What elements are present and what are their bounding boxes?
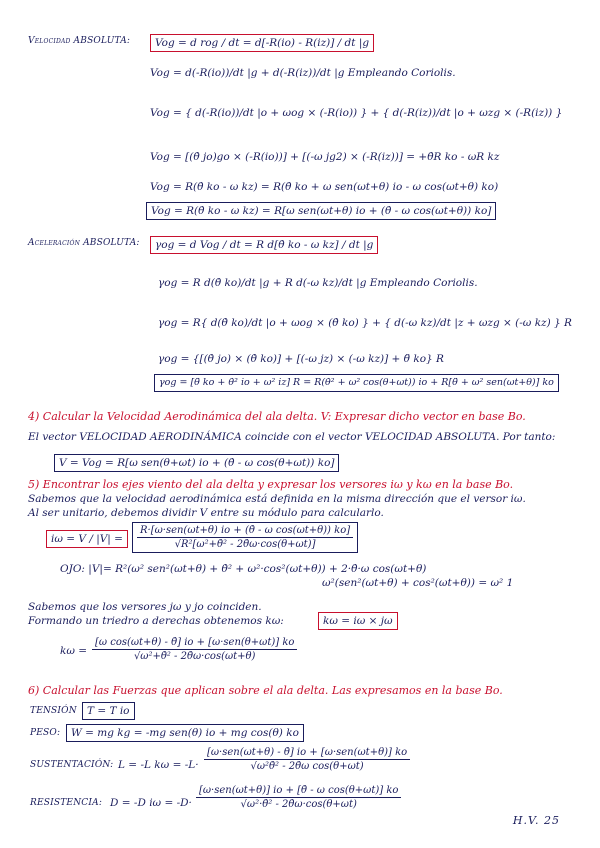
- velocidad-absoluta-label: Velocidad ABSOLUTA:: [28, 36, 131, 46]
- vog-result: Vog = [(θ̇ jo)go × (-R(io))] + [(-ω jg2) × (-R(iz))] = +θ̇R ko - ωR kz: [150, 151, 500, 163]
- section-4-text: El vector VELOCIDAD AERODINÁMICA coincide con el vector VELOCIDAD ABSOLUTA. Por tanto:: [28, 431, 556, 443]
- resistencia-lhs: D = -D iω = -D·: [110, 797, 192, 809]
- sustentacion-fraction: [204, 746, 410, 773]
- kw-triedro: kω = iω × jω: [318, 612, 398, 630]
- vog-boxed-result: Vog = R(θ̇ ko - ω kz) = R[ω sen(ωt+θ) io + (θ̇ - ω cos(ωt+θ)) ko]: [146, 202, 496, 220]
- vog-expansion: Vog = { d(-R(io))/dt |o + ωog × (-R(io)) } + { d(-R(iz))/dt |o + ωzg × (-R(iz)) }: [150, 107, 563, 119]
- vog-definition: Vog = d rog / dt = d[-R(io) - R(iz)] / dt |g: [150, 34, 374, 52]
- iw-numerator: R·[ω·sen(ωt+θ) io + (θ̇ - ω cos(ωt+θ)) ko]: [137, 524, 353, 538]
- section-5-text-1: Sabemos que la velocidad aerodinámica está definida en la misma dirección que el versor iω.: [28, 493, 526, 505]
- kw-lhs: kω =: [60, 645, 88, 657]
- kw-denominator: √ω²+θ̇² - 2θ̇ω·cos(ωt+θ): [133, 651, 256, 662]
- iw-denominator: √R²[ω²+θ̇² - 2θ̇ω·cos(θ+ωt)]: [174, 539, 316, 550]
- tension-equation: T = T io: [82, 702, 135, 720]
- aceleracion-absoluta-label: Aceleración ABSOLUTA:: [28, 238, 140, 248]
- gog-coriolis-line: γog = R d(θ̇ ko)/dt |g + R d(-ω kz)/dt |g Empleando Coriolis.: [158, 277, 478, 289]
- gog-definition: γog = d Vog / dt = R d[θ̇ ko - ω kz] / dt |g: [150, 236, 378, 254]
- section-5-title: 5) Encontrar los ejes viento del ala delta y expresar los versores iω y kω en la base Bo.: [28, 478, 514, 491]
- peso-label: PESO:: [30, 728, 61, 738]
- sustentacion-label: SUSTENTACIÓN:: [30, 760, 114, 770]
- sustentacion-numerator: [ω·sen(ωt+θ) - θ̇] io + [ω·sen(ωt+θ)] ko: [204, 746, 410, 760]
- section-4-title: 4) Calcular la Velocidad Aerodinámica del ala delta. V: Expresar dicho vector en base Bo.: [28, 410, 526, 423]
- gog-result: γog = {[(θ̇ jo) × (θ̇ ko)] + [(-ω jz) × (-ω kz)] + θ̈ ko} R: [158, 353, 444, 365]
- resistencia-fraction: [196, 784, 401, 811]
- section-5-text-3: Sabemos que los versores jω y jo coinciden.: [28, 601, 262, 613]
- resistencia-denominator: √ω²·θ̇² - 2θ̇ω·cos(θ+ωt): [240, 799, 357, 810]
- sustentacion-denominator: √ω²θ̇² - 2θ̇ω cos(θ+ωt): [250, 761, 364, 772]
- resistencia-label: RESISTENCIA:: [30, 798, 103, 808]
- tension-label: TENSIÓN: [30, 706, 77, 716]
- sustentacion-lhs: L = -L kω = -L·: [118, 759, 199, 771]
- section-5-text-4: Formando un triedro a derechas obtenemos kω:: [28, 615, 284, 627]
- resistencia-numerator: [ω·sen(ωt+θ)] io + [θ̇ - ω cos(θ+ωt)] ko: [196, 784, 401, 798]
- vog-components: Vog = R(θ̇ ko - ω kz) = R(θ̇ ko + ω sen(ωt+θ) io - ω cos(ωt+θ) ko): [150, 181, 499, 193]
- gog-expansion: γog = R{ d(θ̇ ko)/dt |o + ωog × (θ̇ ko) } + { d(-ω kz)/dt |z + ωzg × (-ω kz) } R: [158, 317, 572, 329]
- iw-lhs: iω = V / |V| =: [46, 530, 128, 548]
- author-signature: H.V. 25: [512, 814, 560, 827]
- kw-fraction: [92, 636, 297, 663]
- vog-coriolis-line: Vog = d(-R(io))/dt |g + d(-R(iz))/dt |g Empleando Coriolis.: [150, 67, 456, 79]
- section-5-text-2: Al ser unitario, debemos dividir V entre su módulo para calcularlo.: [28, 507, 384, 519]
- section-4-equation: V = Vog = R[ω sen(θ+ωt) io + (θ̇ - ω cos(θ+ωt)) ko]: [54, 454, 339, 472]
- peso-equation: W = mg kg = -mg sen(θ) io + mg cos(θ) ko: [66, 724, 304, 742]
- kw-numerator: [ω cos(ωt+θ) - θ̇] io + [ω·sen(θ+ωt)] ko: [92, 636, 297, 650]
- ojo-line-2: ω²(sen²(ωt+θ) + cos²(ωt+θ)) = ω² 1: [322, 577, 514, 589]
- section-6-title: 6) Calcular las Fuerzas que aplican sobre el ala delta. Las expresamos en la base Bo.: [28, 684, 503, 697]
- iw-fraction: [132, 522, 358, 553]
- gog-boxed-result: γog = [θ̈ ko + θ̇² io + ω² iz] R = R(θ̇² + ω² cos(θ+ωt)) io + R[θ̈ + ω² sen(ωt+θ)] ko: [154, 374, 559, 392]
- ojo-line-1: OJO: |V|= R²(ω² sen²(ωt+θ) + θ̇² + ω²·cos²(ωt+θ)) + 2·θ̇·ω cos(ωt+θ): [60, 563, 427, 575]
